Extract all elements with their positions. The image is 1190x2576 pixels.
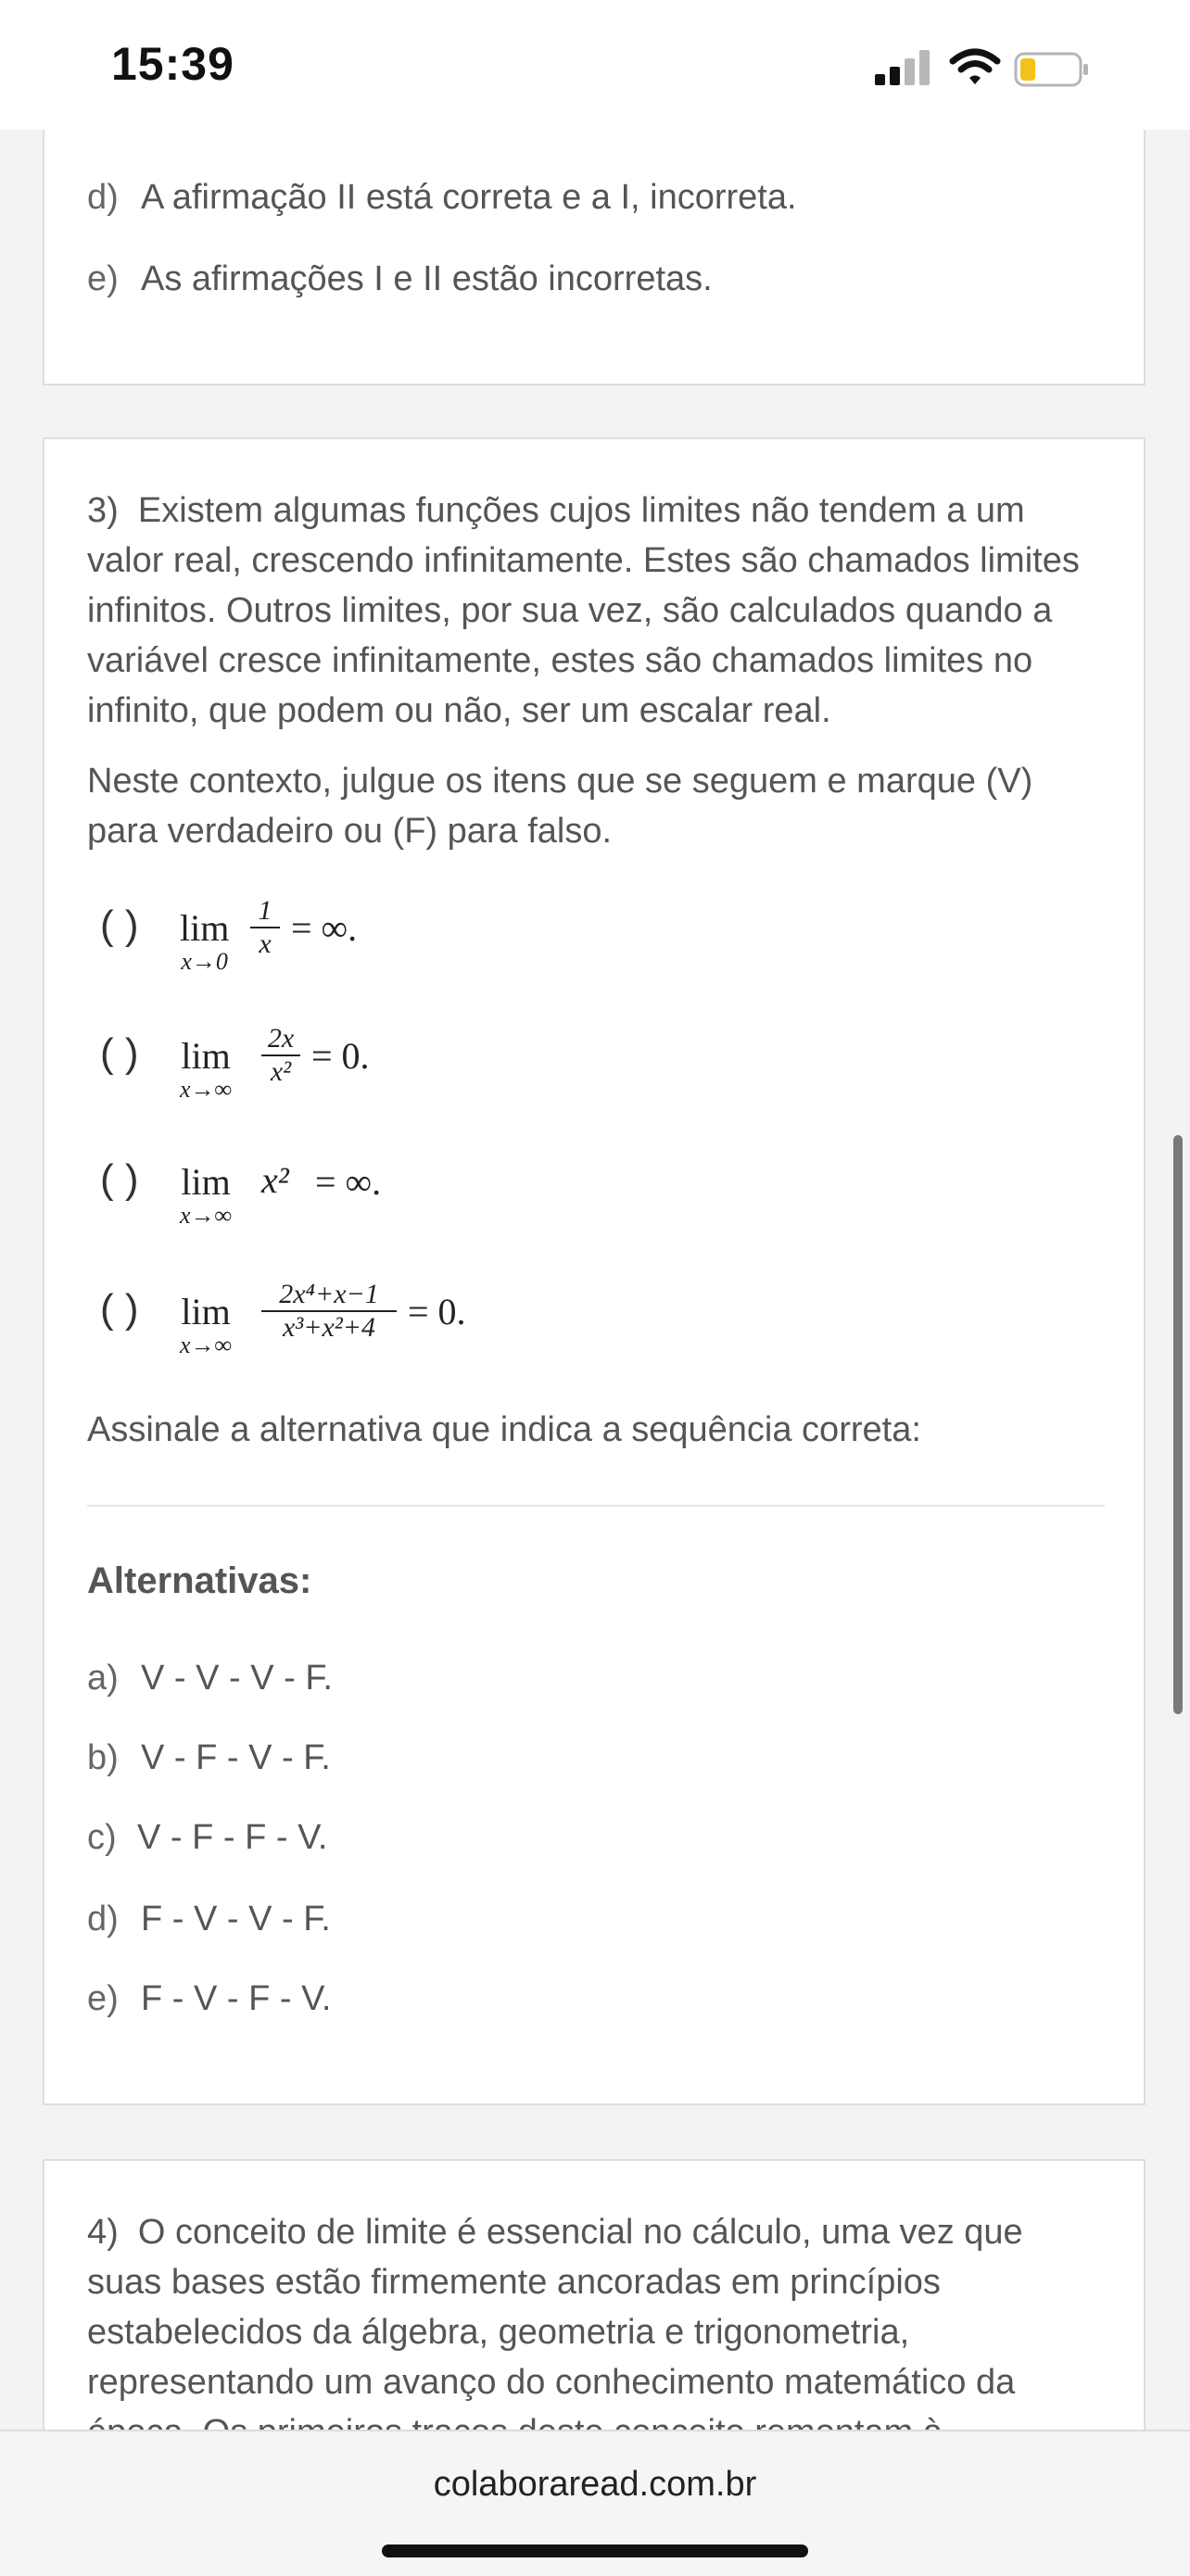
alternative-text: V - V - V - F. [141,1659,333,1698]
alternative-letter: b) [87,1738,119,1777]
alternative-text: V - F - V - F. [141,1738,331,1777]
alternative-text: A afirmação II está correta e a I, incorreta. [141,178,797,217]
answer-parentheses: ( ) [100,1286,139,1332]
question-paragraph-1: Existem algumas funções cujos limites não tendem a um valor real, crescendo infinitamente. Estes são chamados limites infinitos. Outros limites, por sua vez, são calculados quando a variável cresce infinitamente, estes são chamados limites no infinito, que podem ou não, ser um escalar real. [87,491,1080,730]
limit-item-3 [100,1155,471,1238]
battery-low-icon [1014,52,1090,87]
alternative-d[interactable] [87,1900,331,1939]
answer-parentheses: ( ) [100,1030,139,1076]
alternative-b[interactable] [87,1738,331,1778]
alternative-text: F - V - F - V. [141,1979,332,2018]
right-hand-side: = 0. [311,1035,370,1077]
question-number: 4) [87,2213,119,2252]
alternative-letter: e) [87,259,119,298]
alternative-d[interactable] [87,178,797,218]
question-3-card [43,437,1146,2105]
divider [87,1505,1105,1507]
numerator: 2x [267,1023,295,1054]
clock-time: 15:39 [111,38,234,90]
question-instruction: Assinale a alternativa que indica a sequência correta: [87,1410,921,1449]
lim-operator: lim [181,1161,231,1203]
alternative-e[interactable] [87,259,713,299]
alternative-text: F - V - V - F. [141,1900,331,1938]
answer-parentheses: ( ) [100,903,139,948]
alternative-letter: d) [87,178,119,217]
wifi-icon [949,48,1001,87]
browser-bottom-bar [0,2430,1190,2576]
lim-subscript: x→∞ [180,1332,233,1358]
numerator: 1 [258,895,272,926]
scrollbar[interactable] [1173,1135,1183,1714]
fraction [260,1279,399,1344]
question-4-statement [87,2207,1107,2457]
fraction [260,1023,302,1088]
address-bar-url[interactable]: colaboraread.com.br [433,2465,757,2504]
right-hand-side: = ∞. [291,907,358,949]
right-hand-side: = 0. [408,1291,466,1332]
alternative-c[interactable] [87,1818,328,1858]
numerator: 2x⁴+x−1 [279,1279,379,1309]
limit-item-4 [100,1273,563,1357]
denominator: x³+x²+4 [282,1312,376,1343]
home-indicator[interactable] [382,2544,808,2557]
fraction [248,895,282,960]
answer-parentheses: ( ) [100,1156,139,1202]
question-paragraph-2: Neste contexto, julgue os itens que se seguem e marque (V) para verdadeiro ou (F) para falso. [87,762,1033,851]
question-4-text: O conceito de limite é essencial no cálculo, uma vez que suas bases estão firmemente ancoradas em princípios estabelecidos da álgebra, geometria e trigonometria, representando um avanço do conhecimento matemático da [87,2213,1023,2402]
status-bar [0,0,1190,130]
lim-subscript: x→0 [181,948,228,975]
limit-item-1 [100,895,471,979]
limit-expression: x² [261,1159,289,1201]
lim-operator: lim [180,907,230,949]
alternative-text: V - F - F - V. [137,1818,328,1857]
denominator: x² [270,1056,292,1087]
status-icons [875,48,1116,89]
question-3-statement [87,486,1107,736]
alternative-letter: a) [87,1659,119,1698]
alternative-letter: e) [87,1979,119,2018]
lim-operator: lim [181,1291,231,1332]
alternative-letter: c) [87,1818,117,1857]
alternative-a[interactable] [87,1659,333,1698]
lim-subscript: x→∞ [180,1202,233,1229]
lim-operator: lim [181,1035,231,1077]
limit-item-2 [100,1023,471,1106]
lim-subscript: x→∞ [180,1076,233,1103]
question-number: 3) [87,491,119,530]
denominator: x [259,928,272,959]
right-hand-side: = ∞. [315,1161,382,1203]
alternative-e[interactable] [87,1979,332,2019]
alternative-letter: d) [87,1900,119,1938]
alternatives-title: Alternativas: [87,1560,312,1601]
alternative-text: As afirmações I e II estão incorretas. [141,259,713,298]
cellular-signal-icon [875,48,932,85]
